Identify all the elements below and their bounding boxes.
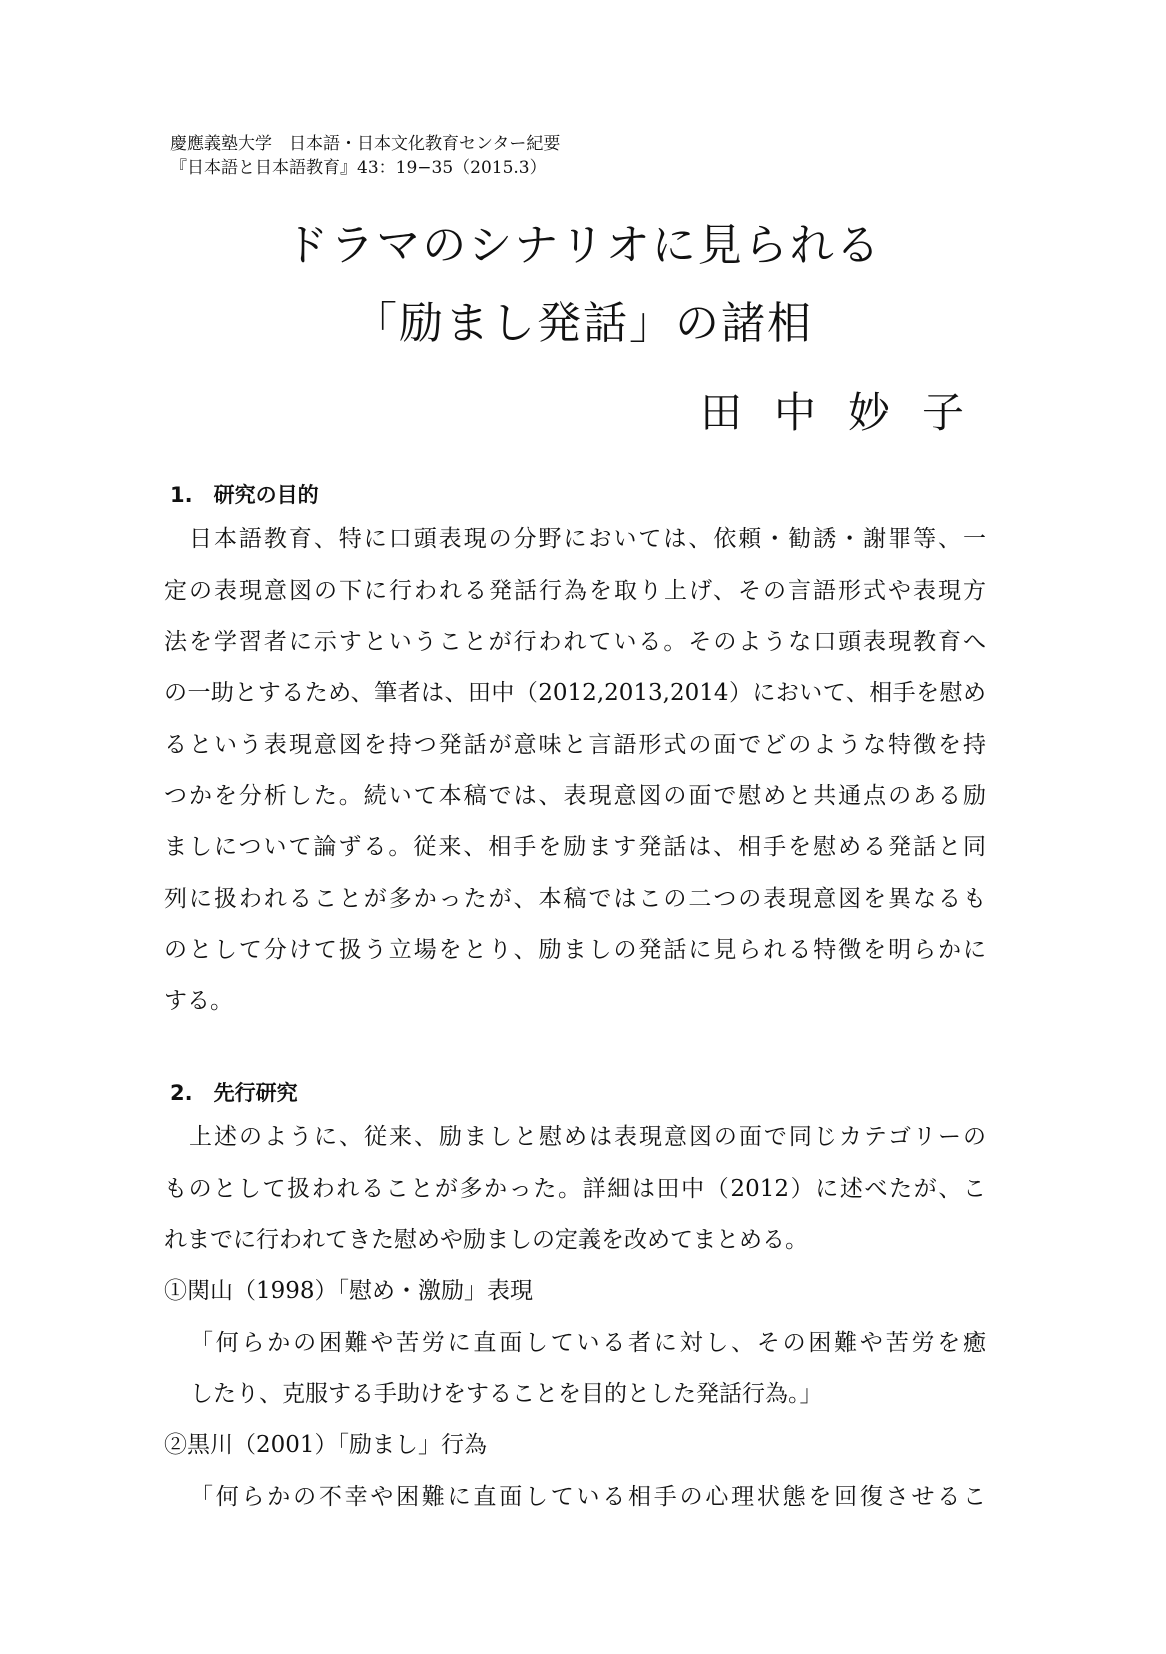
definition-2-quote: 「何らかの不幸や困難に直面している相手の心理状態を回復させるこ	[190, 1484, 986, 1510]
paragraph-line: るという表現意図を持つ発話が意味と言語形式の面でどのような特徴を持	[164, 732, 986, 758]
paragraph-line: ましについて論ずる。従来、相手を励ます発話は、相手を慰める発話と同	[164, 834, 986, 860]
section-2-heading: 2. 先行研究	[170, 1081, 298, 1105]
paragraph-line: する。	[164, 988, 233, 1014]
author-name: 田中妙子	[700, 388, 997, 437]
paragraph-line: ものとして扱われることが多かった。詳細は田中（2012）に述べたが、こ	[164, 1176, 986, 1202]
definition-1-label: ①関山（1998）「慰め・激励」表現	[164, 1278, 534, 1304]
paragraph-line: れまでに行われてきた慰めや励ましの定義を改めてまとめる。	[164, 1227, 808, 1253]
section-1-heading: 1. 研究の目的	[170, 483, 319, 507]
paragraph-line: 定の表現意図の下に行われる発話行為を取り上げ、その言語形式や表現方	[164, 578, 986, 604]
definition-1-quote: 「何らかの困難や苦労に直面している者に対し、その困難や苦労を癒	[190, 1330, 986, 1356]
paragraph-line: のとして分けて扱う立場をとり、励ましの発話に見られる特徴を明らかに	[164, 937, 986, 963]
journal-header	[170, 132, 560, 180]
definition-2-label: ②黒川（2001）「励まし」行為	[164, 1432, 488, 1458]
paragraph-line: 列に扱われることが多かったが、本稿ではこの二つの表現意図を異なるも	[164, 886, 986, 912]
journal-citation: 『日本語と日本語教育』43：19−35（2015.3）	[170, 158, 547, 178]
paragraph-line: 上述のように、従来、励ましと慰めは表現意図の面で同じカテゴリーの	[164, 1124, 986, 1150]
paragraph-line: つかを分析した。続いて本稿では、表現意図の面で慰めと共通点のある励	[164, 783, 986, 809]
paragraph-line: の一助とするため、筆者は、田中（2012,2013,2014）において、相手を慰め	[164, 680, 986, 706]
definition-1-quote: したり、克服する手助けをすることを目的とした発話行為。」	[190, 1381, 823, 1407]
page-title-line-2: 「励まし発話」の諸相	[353, 298, 813, 349]
page-title-line-1: ドラマのシナリオに見られる	[284, 220, 882, 271]
journal-name: 慶應義塾大学 日本語・日本文化教育センター紀要	[170, 134, 561, 154]
paragraph-line: 日本語教育、特に口頭表現の分野においては、依頼・勧誘・謝罪等、一	[164, 526, 986, 552]
paragraph-line: 法を学習者に示すということが行われている。そのような口頭表現教育へ	[164, 629, 986, 655]
